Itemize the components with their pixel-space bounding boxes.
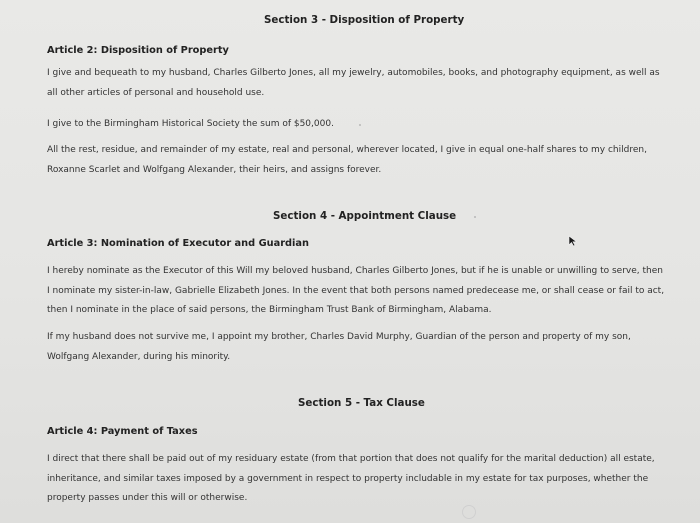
scan-speck — [359, 124, 361, 126]
article-3-paragraph-2: If my husband does not survive me, I appoint my brother, Charles David Murphy, Guardian of the person and property of my son, Wolfgang Alexander, during his minority. — [47, 332, 631, 362]
article-4-title: Article 4: Payment of Taxes — [47, 426, 198, 437]
scan-speck — [474, 216, 476, 218]
article-2-paragraph-1: I give and bequeath to my husband, Charles Gilberto Jones, all my jewelry, automobiles, books, and photography equipment, as well as all other articles of personal and household use. — [47, 68, 660, 98]
mouse-cursor-icon — [568, 235, 578, 247]
article-2-title: Article 2: Disposition of Property — [47, 45, 229, 56]
article-3-paragraph-1: I hereby nominate as the Executor of this Will my beloved husband, Charles Gilberto Jones, but if he is unable or unwilling to serve, then I nominate my sister-in-law, Gabrielle Elizabeth Jones. In the event that both persons named predecease me, or shall cease or fail to act, then I nominate in the place of said persons, the Birmingham Trust Bank of Birmingham, Alabama. — [47, 266, 665, 315]
article-3-title: Article 3: Nomination of Executor and Guardian — [47, 238, 309, 249]
scan-circle-mark — [462, 505, 476, 519]
section-5-title: Section 5 - Tax Clause — [298, 397, 425, 409]
section-4-title: Section 4 - Appointment Clause — [273, 210, 457, 222]
article-2-paragraph-3: All the rest, residue, and remainder of my estate, real and personal, wherever located, I give in equal one-half shares to my children, Roxanne Scarlet and Wolfgang Alexander, their heirs, and assigns forever. — [47, 145, 647, 175]
article-2-paragraph-2: I give to the Birmingham Historical Society the sum of $50,000. — [47, 119, 334, 129]
article-4-paragraph-1: I direct that there shall be paid out of my residuary estate (from that portion that does not qualify for the marital deduction) all estate, inheritance, and similar taxes imposed by a government in respect to property includable in my estate for tax purposes, whether the property passes under this will or otherwise. — [47, 454, 655, 503]
section-3-title: Section 3 - Disposition of Property — [264, 14, 465, 26]
